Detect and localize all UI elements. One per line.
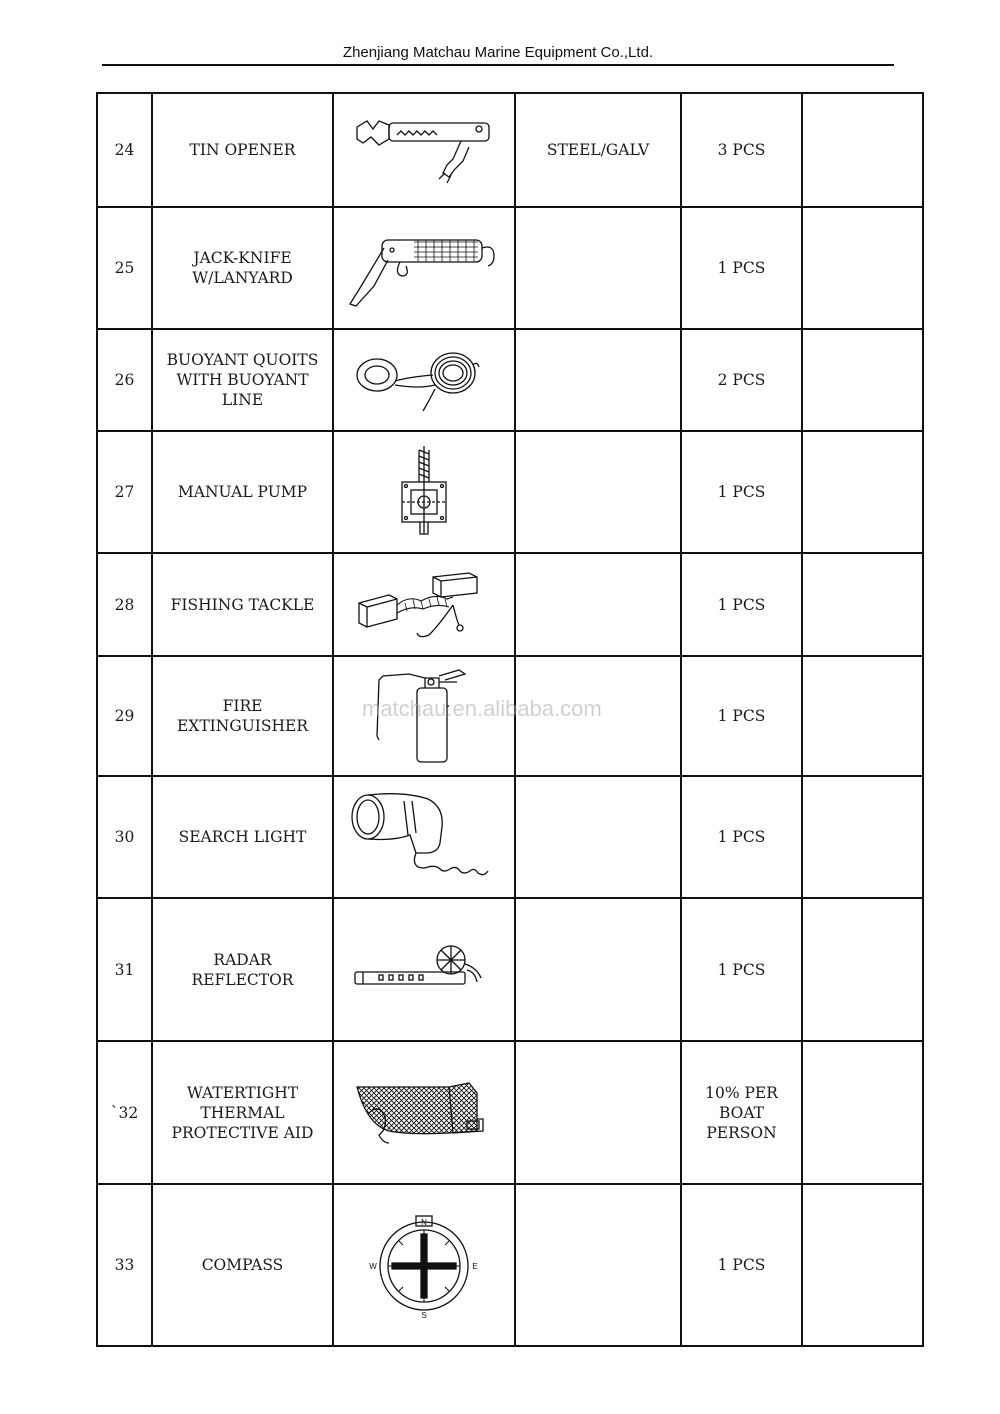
item-name: FISHING TACKLE (152, 553, 333, 656)
item-illustration (333, 1041, 515, 1184)
item-remark (802, 898, 923, 1041)
item-remark (802, 431, 923, 553)
header-rule (102, 64, 894, 66)
table-row (97, 207, 923, 329)
item-remark (802, 1184, 923, 1346)
item-remark (802, 776, 923, 898)
item-number: 25 (97, 207, 152, 329)
item-number: 31 (97, 898, 152, 1041)
item-material (515, 1041, 681, 1184)
item-illustration (333, 431, 515, 553)
item-illustration (333, 1184, 515, 1346)
table-row (97, 431, 923, 553)
item-material (515, 553, 681, 656)
item-illustration (333, 93, 515, 207)
search-light-icon (344, 787, 504, 887)
item-illustration (333, 656, 515, 776)
item-name: BUOYANT QUOITS WITH BUOYANT LINE (152, 329, 333, 431)
item-quantity: 1 PCS (681, 1184, 802, 1346)
item-remark (802, 553, 923, 656)
item-material (515, 898, 681, 1041)
item-material: STEEL/GALV (515, 93, 681, 207)
item-illustration (333, 329, 515, 431)
manual-pump-icon (389, 442, 459, 542)
item-remark (802, 207, 923, 329)
item-illustration (333, 553, 515, 656)
table-row (97, 776, 923, 898)
table-row (97, 656, 923, 776)
item-quantity: 2 PCS (681, 329, 802, 431)
item-quantity: 3 PCS (681, 93, 802, 207)
item-material (515, 431, 681, 553)
radar-reflector-icon (349, 938, 499, 1002)
fire-extinguisher-icon (369, 666, 479, 766)
fishing-tackle-icon (349, 565, 499, 645)
buoyant-quoit-icon (349, 345, 499, 415)
item-material (515, 329, 681, 431)
item-name: RADAR REFLECTOR (152, 898, 333, 1041)
equipment-table (96, 92, 924, 1347)
compass-label-s: S (421, 1311, 427, 1320)
table-row (97, 898, 923, 1041)
table-row (97, 329, 923, 431)
item-quantity: 1 PCS (681, 898, 802, 1041)
item-number: 26 (97, 329, 152, 431)
table-row (97, 1184, 923, 1346)
item-quantity: 1 PCS (681, 431, 802, 553)
compass-icon (364, 1210, 484, 1320)
item-name: SEARCH LIGHT (152, 776, 333, 898)
compass-label-e: E (472, 1262, 478, 1271)
item-illustration (333, 207, 515, 329)
item-number: 24 (97, 93, 152, 207)
compass-label-w: W (369, 1262, 377, 1271)
page-header: Zhenjiang Matchau Marine Equipment Co.,Ltd. (342, 44, 654, 61)
item-name: JACK-KNIFE W/LANYARD (152, 207, 333, 329)
tin-opener-icon (349, 113, 499, 187)
item-number: 29 (97, 656, 152, 776)
item-number: `32 (97, 1041, 152, 1184)
item-illustration (333, 776, 515, 898)
thermal-protective-aid-icon (349, 1073, 499, 1153)
jack-knife-icon (344, 226, 504, 310)
compass-label-n: N (421, 1218, 427, 1227)
item-name: TIN OPENER (152, 93, 333, 207)
item-number: 28 (97, 553, 152, 656)
table-row (97, 93, 923, 207)
item-number: 27 (97, 431, 152, 553)
item-material (515, 1184, 681, 1346)
item-material (515, 656, 681, 776)
watermark: matchau.en.alibaba.com (362, 696, 602, 721)
item-name: COMPASS (152, 1184, 333, 1346)
item-illustration (333, 898, 515, 1041)
item-material (515, 776, 681, 898)
item-number: 33 (97, 1184, 152, 1346)
item-name: WATERTIGHT THERMAL PROTECTIVE AID (152, 1041, 333, 1184)
item-name: MANUAL PUMP (152, 431, 333, 553)
table-row (97, 1041, 923, 1184)
item-quantity: 1 PCS (681, 776, 802, 898)
item-quantity: 10% PER BOAT PERSON (681, 1041, 802, 1184)
item-remark (802, 93, 923, 207)
item-name: FIRE EXTINGUISHER (152, 656, 333, 776)
item-material (515, 207, 681, 329)
item-quantity: 1 PCS (681, 553, 802, 656)
item-number: 30 (97, 776, 152, 898)
item-remark (802, 656, 923, 776)
table-row (97, 553, 923, 656)
item-quantity: 1 PCS (681, 656, 802, 776)
item-remark (802, 1041, 923, 1184)
item-quantity: 1 PCS (681, 207, 802, 329)
item-remark (802, 329, 923, 431)
